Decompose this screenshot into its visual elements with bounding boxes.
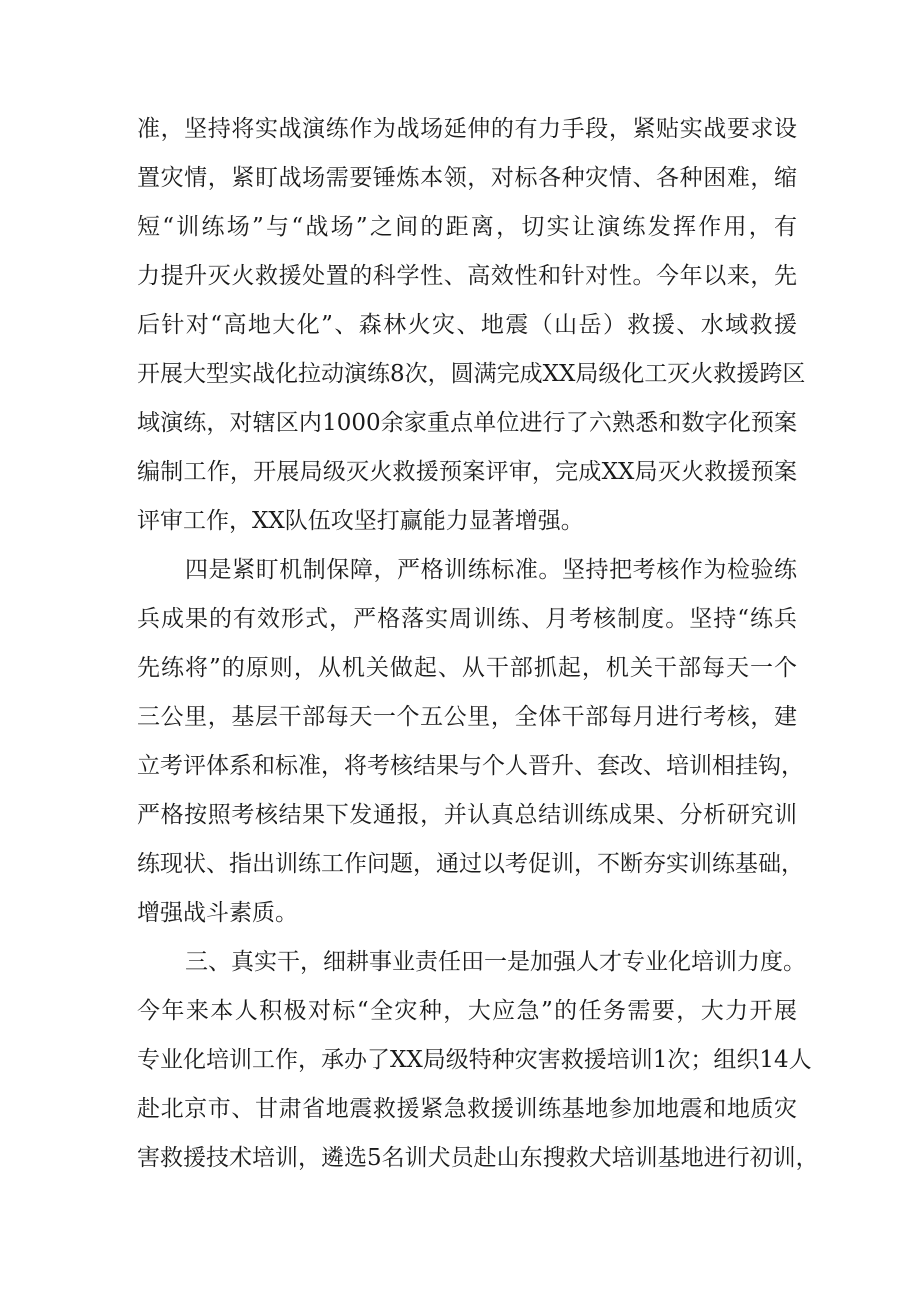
body-text-line: 兵成果的有效形式，严格落实周训练、月考核制度。坚持“练兵 (137, 606, 797, 632)
body-text-line: 立考评体系和标准，将考核结果与个人晋升、套改、培训相挂钩， (137, 753, 804, 779)
body-text-line: 准，坚持将实战演练作为战场延伸的有力手段，紧贴实战要求设 (137, 116, 797, 142)
body-text-line: 今年来本人积极对标“全灾种，大应急”的任务需要，大力开展 (137, 998, 797, 1024)
body-text-line: 专业化培训工作，承办了XX局级特种灾害救援培训1次；组织14人 (137, 1047, 812, 1073)
body-text-line: 置灾情，紧盯战场需要锤炼本领，对标各种灾情、各种困难，缩 (137, 165, 797, 191)
body-text-line: 域演练，对辖区内1000余家重点单位进行了六熟悉和数字化预案 (137, 410, 797, 436)
body-text-line: 三公里，基层干部每天一个五公里，全体干部每月进行考核，建 (137, 704, 797, 730)
paragraph-first-line: 四是紧盯机制保障，严格训练标准。坚持把考核作为检验练 (185, 557, 797, 583)
body-text-line: 后针对“高地大化”、森林火灾、地震（山岳）救援、水域救援 (137, 312, 797, 338)
body-text-line: 先练将”的原则，从机关做起、从干部抓起，机关干部每天一个 (137, 655, 797, 681)
body-text-line: 评审工作，XX队伍攻坚打赢能力显著增强。 (137, 508, 584, 534)
body-text-line: 赴北京市、甘肃省地震救援紧急救援训练基地参加地震和地质灾 (137, 1096, 797, 1122)
body-text-line: 增强战斗素质。 (137, 900, 298, 926)
body-text-line: 开展大型实战化拉动演练8次，圆满完成XX局级化工灭火救援跨区 (137, 361, 806, 387)
body-text-line: 练现状、指出训练工作问题，通过以考促训，不断夯实训练基础， (137, 851, 804, 877)
body-text-line: 力提升灭火救援处置的科学性、高效性和针对性。今年以来，先 (137, 263, 797, 289)
body-text-line: 害救援技术培训，遴选5名训犬员赴山东搜救犬培训基地进行初训， (137, 1145, 819, 1171)
body-text-line: 严格按照考核结果下发通报，并认真总结训练成果、分析研究训 (137, 802, 797, 828)
body-text-line: 短“训练场”与“战场”之间的距离，切实让演练发挥作用，有 (137, 214, 797, 240)
paragraph-first-line: 三、真实干，细耕事业责任田一是加强人才专业化培训力度。 (185, 949, 806, 975)
body-text-line: 编制工作，开展局级灭火救援预案评审，完成XX局灭火救援预案 (137, 459, 797, 485)
